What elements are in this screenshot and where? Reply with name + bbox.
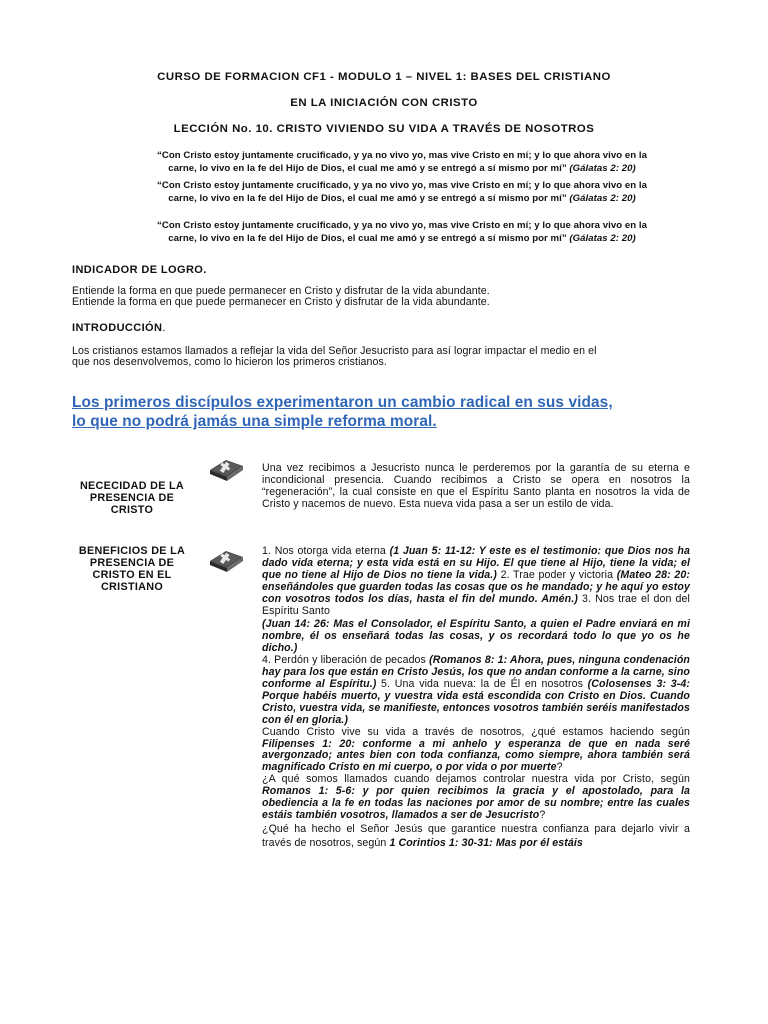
section-heading-indicador: INDICADOR DE LOGRO.: [72, 264, 207, 276]
lead-line: lo que no podrá jamás una simple reforma moral.: [72, 413, 437, 430]
paragraph-line: Los cristianos estamos llamados a reflejar la vida del Señor Jesucristo para así lograr impactar el medio en el: [72, 345, 597, 357]
benefit-paragraph-3: [262, 655, 690, 726]
scripture-run: (Colosenses 3: 3-4: Porque habéis muerto, y vuestra vida está escondida con Cristo en Dios. Cuando Cristo, vuestra vida, se manifieste, entonces vosotros también seréis manifestados con él en gloria.): [262, 677, 690, 726]
bible-icon: [206, 452, 246, 482]
label-line: CRISTO: [110, 504, 154, 516]
course-subtitle: EN LA INICIACIÓN CON CRISTO: [290, 97, 478, 109]
text-run: 2. Trae poder y victoria: [496, 568, 617, 581]
text-run: 3. Nos trae el don del Espíritu Santo: [262, 592, 690, 617]
scripture-run: (1 Juan 5: 11-12: Y este es el testimonio: que Dios nos ha dado vida eterna; y esta vida está en su Hijo. El que tiene al Hijo, tiene la vida; el que no tiene al Hijo de Dios no tiene la vida.): [262, 545, 690, 581]
scripture-run: (Romanos 8: 1: Ahora, pues, ninguna condenación hay para los que están en Cristo Jesús, los que no andan conforme a la carne, sino conforme al Espíritu.): [262, 654, 690, 690]
text-run: ?: [539, 808, 546, 821]
side-label-beneficios: [68, 545, 196, 593]
label-line: CRISTO EN EL: [92, 569, 172, 581]
label-line: NECECIDAD DE LA: [79, 480, 185, 492]
necesidad-text: Una vez recibimos a Jesucristo nunca le perderemos por la garantía de su eterna e incondicional presencia. Cuando recibimos a Cristo se opera en nosotros la “regeneración”, la cual consiste en que el Espíritu Santo planta en nosotros la vida de Cristo y nacemos de nuevo. Esta nueva vida pasa a ser un estilo de vida.: [262, 462, 690, 510]
text-run: Cuando Cristo vive su vida a través de nosotros, ¿qué estamos haciendo según: [262, 725, 690, 738]
epigraph-quote-3: [110, 220, 694, 245]
epigraph-quote-1: [110, 150, 694, 175]
label-line: PRESENCIA DE: [89, 557, 175, 569]
epigraph-quote-2: [110, 180, 694, 205]
text-run: ¿A qué somos llamados cuando dejamos controlar nuestra vida por Cristo, según: [262, 773, 690, 786]
quote-text: carne, lo vivo en la fe del Hijo de Dios, el cual me amó y se entregó a sí mismo por mí”: [168, 162, 567, 174]
quote-line: “Con Cristo estoy juntamente crucificado, y ya no vivo yo, mas vive Cristo en mí; y lo que ahora vivo en la: [157, 180, 647, 191]
section-heading-introduccion: [72, 322, 166, 334]
quote-text: carne, lo vivo en la fe del Hijo de Dios, el cual me amó y se entregó a sí mismo por mí”: [168, 232, 567, 244]
lesson-title: LECCIÓN No. 10. CRISTO VIVIENDO SU VIDA A TRAVÉS DE NOSOTROS: [173, 123, 595, 135]
quote-line: [110, 233, 694, 246]
text-run: 1. Nos otorga vida eterna: [262, 545, 390, 557]
benefit-paragraph-1: [262, 546, 690, 617]
lead-statement: [72, 393, 702, 431]
heading-text: INTRODUCCIÓN: [72, 322, 163, 334]
paragraph-line: Entiende la forma en que puede permanecer en Cristo y disfrutar de la vida abundante.: [72, 296, 490, 309]
text-run: ?: [556, 761, 563, 774]
question-paragraph-3: [262, 822, 690, 850]
quote-line: [110, 193, 694, 206]
quote-reference: (Gálatas 2: 20): [569, 162, 636, 174]
paragraph-line: Entiende la forma en que puede permanecer en Cristo y disfrutar de la vida abundante.: [72, 285, 490, 297]
text-run: ¿Qué ha hecho el Señor Jesús que garantice nuestra confianza para dejarlo vivir a través de nosotros, según: [262, 822, 690, 849]
text-run: 5. Una vida nueva: la de Él en nosotros: [376, 677, 588, 690]
label-line: CRISTIANO: [100, 581, 164, 593]
lead-line: Los primeros discípulos experimentaron un cambio radical en sus vidas,: [72, 394, 613, 411]
heading-dot: .: [162, 322, 166, 334]
question-paragraph-2: [262, 774, 690, 822]
quote-line: “Con Cristo estoy juntamente crucificado, y ya no vivo yo, mas vive Cristo en mí; y lo que ahora vivo en la: [157, 150, 647, 161]
quote-line: “Con Cristo estoy juntamente crucificado, y ya no vivo yo, mas vive Cristo en mí; y lo que ahora vivo en la: [157, 220, 647, 231]
text-run: 4. Perdón y liberación de pecados: [262, 654, 430, 667]
indicador-paragraph: [72, 286, 698, 309]
introduccion-paragraph: [72, 346, 698, 369]
label-line: PRESENCIA DE: [89, 492, 175, 504]
benefit-paragraph-2: [262, 619, 690, 655]
paragraph-line: que nos desenvolvemos, como lo hicieron los primeros cristianos.: [72, 356, 387, 369]
label-line: BENEFICIOS DE LA: [78, 545, 186, 557]
scripture-run: 1 Corintios 1: 30-31: Mas por él estáis: [389, 836, 583, 849]
quote-text: carne, lo vivo en la fe del Hijo de Dios, el cual me amó y se entregó a sí mismo por mí”: [168, 192, 567, 204]
scripture-run: Filipenses 1: 20: conforme a mi anhelo y esperanza de que en nada seré avergonzado; antes bien con toda confianza, como siempre, ahora también será magnificado Cristo en mi cuerpo, o por vida o por muerte: [262, 737, 690, 774]
side-label-necesidad: [68, 480, 196, 516]
scripture-run: (Juan 14: 26: Mas el Consolador, el Espíritu Santo, a quien el Padre enviará en mi nombre, él os enseñará todas las cosas, y os recordará todo lo que yo os he dicho.): [262, 618, 690, 655]
scripture-run: (Mateo 28: 20: enseñándoles que guarden todas las cosas que os he mandado; y he aquí yo estoy con vosotros todos los días, hasta el fin del mundo. Amén.): [262, 568, 691, 605]
quote-reference: (Gálatas 2: 20): [569, 192, 636, 204]
quote-line: [110, 163, 694, 176]
course-title: CURSO DE FORMACION CF1 - MODULO 1 – NIVEL 1: BASES DEL CRISTIANO: [157, 71, 611, 83]
question-paragraph-1: [262, 727, 690, 775]
scripture-run: Romanos 1: 5-6: y por quien recibimos la gracia y el apostolado, para la obediencia a la fe en todas las naciones por amor de su nombre; entre las cuales estáis también vosotros, llamados a ser de Jesucristo: [262, 785, 690, 821]
bible-icon: [206, 543, 246, 573]
beneficios-text: [262, 546, 690, 850]
quote-reference: (Gálatas 2: 20): [569, 232, 636, 244]
